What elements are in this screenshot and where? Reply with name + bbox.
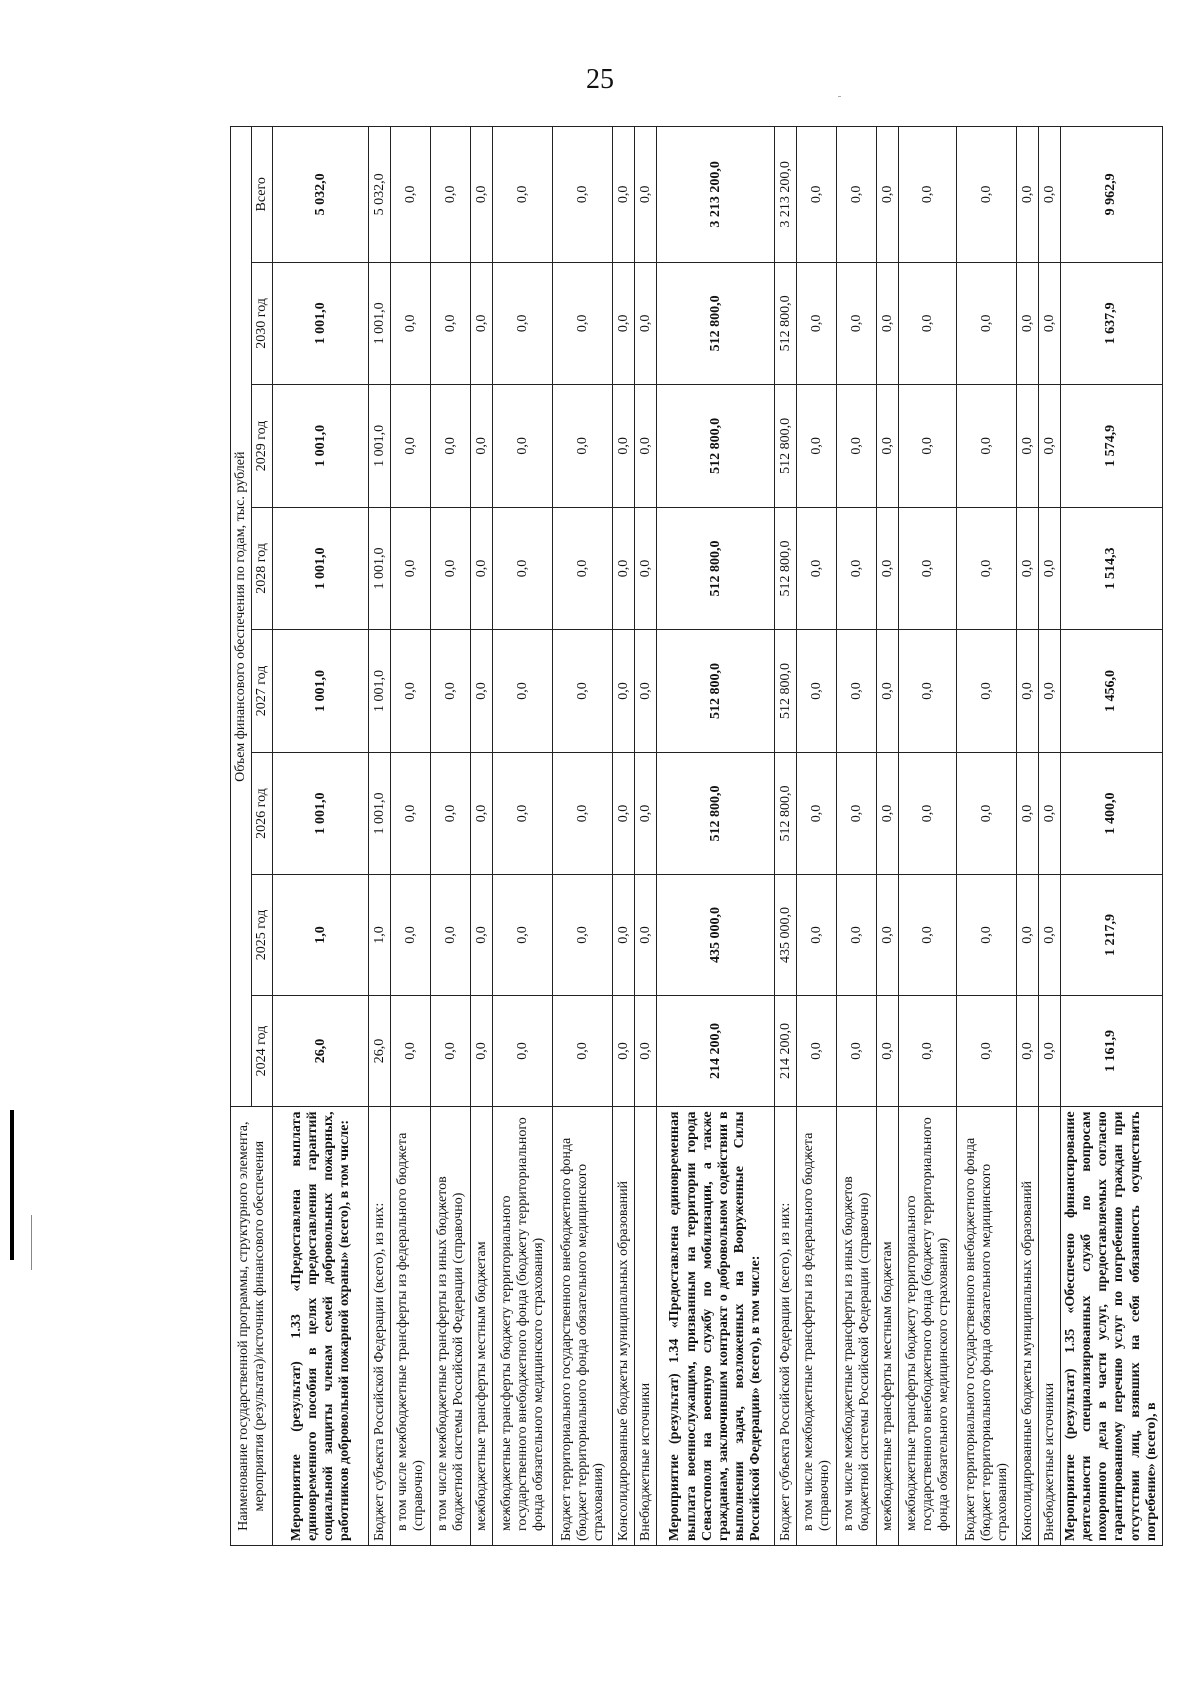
row-year-value: 1 001,0: [273, 630, 369, 753]
row-label: межбюджетные трансферты местным бюджетам: [471, 1107, 493, 1546]
table-row: [369, 127, 391, 1546]
financing-table-rotated: [230, 126, 1159, 1546]
row-year-value: 0,0: [797, 875, 837, 995]
table-row: [613, 127, 635, 1546]
row-label: Бюджет субъекта Российской Федерации (всего), из них:: [775, 1107, 797, 1546]
row-year-value: 0,0: [899, 875, 957, 995]
column-header-year: 2026 год: [252, 752, 273, 875]
scan-margin-mark: [10, 1110, 14, 1260]
scan-margin-tick: [31, 1215, 32, 1270]
row-year-value: 0,0: [635, 875, 657, 995]
row-year-value: 512 800,0: [657, 262, 775, 385]
row-label: в том числе межбюджетные трансферты из федерального бюджета (справочно): [391, 1107, 431, 1546]
row-year-value: 0,0: [613, 630, 635, 753]
row-total-value: 0,0: [553, 127, 613, 263]
row-year-value: 0,0: [471, 507, 493, 630]
row-year-value: 0,0: [899, 262, 957, 385]
row-year-value: 0,0: [797, 262, 837, 385]
row-total-value: 5 032,0: [273, 127, 369, 263]
row-year-value: 0,0: [391, 385, 431, 508]
row-total-value: 0,0: [1017, 127, 1039, 263]
row-year-value: 0,0: [899, 752, 957, 875]
row-year-value: 1 001,0: [273, 385, 369, 508]
row-total-value: 5 032,0: [369, 127, 391, 263]
row-year-value: 512 800,0: [657, 752, 775, 875]
row-year-value: 214 200,0: [775, 995, 797, 1107]
row-label: Мероприятие (результат) 1.35 «Обеспечено финансирование деятельности специализированных служб по вопросам похоронного дела в части услуг, предоставляемых согласно гарантированному перечню услуг по погребению граждан при отсутствии лиц, взявших на себя обязанность осуществить погребение» (всего), в: [1061, 1107, 1163, 1546]
column-header-year: 2027 год: [252, 630, 273, 753]
row-year-value: 0,0: [613, 262, 635, 385]
financing-table: [230, 126, 1163, 1546]
row-year-value: 0,0: [837, 262, 877, 385]
row-year-value: 0,0: [493, 630, 553, 753]
row-year-value: 1 001,0: [273, 262, 369, 385]
row-year-value: 0,0: [877, 875, 899, 995]
row-year-value: 1 456,0: [1061, 630, 1163, 753]
row-year-value: 0,0: [431, 385, 471, 508]
row-total-value: 0,0: [1039, 127, 1061, 263]
row-year-value: 0,0: [1039, 385, 1061, 508]
row-year-value: 0,0: [899, 507, 957, 630]
scan-dust-mark: [838, 96, 841, 97]
row-year-value: 1,0: [369, 875, 391, 995]
row-total-value: 0,0: [493, 127, 553, 263]
table-row: [391, 127, 431, 1546]
column-header-year: 2030 год: [252, 262, 273, 385]
row-year-value: 0,0: [493, 995, 553, 1107]
row-total-value: 3 213 200,0: [657, 127, 775, 263]
row-year-value: 0,0: [797, 630, 837, 753]
row-year-value: 0,0: [1017, 995, 1039, 1107]
row-year-value: 512 800,0: [775, 630, 797, 753]
row-year-value: 0,0: [877, 507, 899, 630]
row-year-value: 0,0: [797, 507, 837, 630]
table-row: [553, 127, 613, 1546]
row-label: Консолидированные бюджеты муниципальных образований: [613, 1107, 635, 1546]
table-row: [877, 127, 899, 1546]
row-year-value: 1 637,9: [1061, 262, 1163, 385]
row-label: Мероприятие (результат) 1.34 «Предоставлена единовременная выплата военнослужащим, призванным на территории города Севастополя на военную службу по мобилизации, а также гражданам, заключившим контракт о добровольном содействии в выполнении задач, возложенных на Вооруженные Силы Российской Федерации» (всего), в том числе:: [657, 1107, 775, 1546]
row-year-value: 0,0: [471, 630, 493, 753]
table-row: [493, 127, 553, 1546]
row-year-value: 0,0: [493, 262, 553, 385]
row-year-value: 0,0: [431, 262, 471, 385]
row-year-value: 0,0: [957, 507, 1017, 630]
row-year-value: 0,0: [471, 752, 493, 875]
row-year-value: 0,0: [471, 385, 493, 508]
table-body: [273, 127, 1163, 1546]
row-year-value: 0,0: [877, 262, 899, 385]
table-row: [657, 127, 775, 1546]
row-year-value: 1 514,3: [1061, 507, 1163, 630]
column-header-year: 2028 год: [252, 507, 273, 630]
row-label: межбюджетные трансферты бюджету территориального государственного внебюджетного фонда (бюджету территориального фонда обязательного медицинского страхования): [899, 1107, 957, 1546]
row-year-value: 0,0: [1039, 752, 1061, 875]
row-year-value: 26,0: [369, 995, 391, 1107]
row-total-value: 0,0: [957, 127, 1017, 263]
table-row: [431, 127, 471, 1546]
row-label: Внебюджетные источники: [635, 1107, 657, 1546]
table-row: [797, 127, 837, 1546]
row-year-value: 0,0: [899, 385, 957, 508]
row-year-value: 0,0: [391, 875, 431, 995]
row-year-value: 0,0: [431, 507, 471, 630]
row-year-value: 0,0: [553, 385, 613, 508]
row-total-value: 9 962,9: [1061, 127, 1163, 263]
table-row: [775, 127, 797, 1546]
row-total-value: 0,0: [613, 127, 635, 263]
row-year-value: 0,0: [1017, 507, 1039, 630]
row-year-value: 0,0: [613, 507, 635, 630]
row-year-value: 0,0: [1039, 995, 1061, 1107]
column-header-year: Всего: [252, 127, 273, 263]
row-year-value: 1 001,0: [273, 507, 369, 630]
row-year-value: 0,0: [635, 995, 657, 1107]
row-year-value: 0,0: [553, 262, 613, 385]
row-year-value: 214 200,0: [657, 995, 775, 1107]
row-year-value: 0,0: [391, 507, 431, 630]
row-year-value: 0,0: [877, 752, 899, 875]
row-year-value: 1 001,0: [369, 385, 391, 508]
row-year-value: 0,0: [553, 752, 613, 875]
row-year-value: 0,0: [635, 385, 657, 508]
column-header-year: 2024 год: [252, 995, 273, 1107]
row-year-value: 512 800,0: [657, 385, 775, 508]
row-year-value: 1 161,9: [1061, 995, 1163, 1107]
row-year-value: 0,0: [391, 262, 431, 385]
row-label: в том числе межбюджетные трансферты из иных бюджетов бюджетной системы Российской Федерации (справочно): [431, 1107, 471, 1546]
row-year-value: 0,0: [1017, 875, 1039, 995]
row-year-value: 0,0: [553, 995, 613, 1107]
row-label: Внебюджетные источники: [1039, 1107, 1061, 1546]
row-year-value: 0,0: [613, 995, 635, 1107]
row-year-value: 0,0: [431, 630, 471, 753]
row-year-value: 0,0: [1039, 507, 1061, 630]
table-row: [471, 127, 493, 1546]
row-year-value: 0,0: [957, 385, 1017, 508]
row-year-value: 0,0: [877, 995, 899, 1107]
row-year-value: 0,0: [613, 752, 635, 875]
row-year-value: 0,0: [471, 262, 493, 385]
table-row: [273, 127, 369, 1546]
row-year-value: 512 800,0: [775, 262, 797, 385]
row-label: межбюджетные трансферты бюджету территориального государственного внебюджетного фонда (бюджету территориального фонда обязательного медицинского страхования): [493, 1107, 553, 1546]
column-header-year: 2025 год: [252, 875, 273, 995]
row-label: межбюджетные трансферты местным бюджетам: [877, 1107, 899, 1546]
row-year-value: 0,0: [493, 507, 553, 630]
row-year-value: 0,0: [553, 507, 613, 630]
row-year-value: 0,0: [957, 262, 1017, 385]
row-year-value: 0,0: [797, 752, 837, 875]
row-year-value: 0,0: [1017, 752, 1039, 875]
row-year-value: 0,0: [471, 875, 493, 995]
row-year-value: 0,0: [493, 385, 553, 508]
row-year-value: 1 217,9: [1061, 875, 1163, 995]
row-year-value: 0,0: [431, 875, 471, 995]
row-year-value: 0,0: [837, 752, 877, 875]
row-year-value: 26,0: [273, 995, 369, 1107]
column-group-header: Объем финансового обеспечения по годам, тыс. рублей: [231, 127, 252, 1107]
row-year-value: 0,0: [391, 995, 431, 1107]
row-year-value: 0,0: [877, 385, 899, 508]
row-total-value: 0,0: [635, 127, 657, 263]
row-year-value: 0,0: [1039, 262, 1061, 385]
row-year-value: 0,0: [613, 875, 635, 995]
row-year-value: 0,0: [957, 875, 1017, 995]
row-total-value: 0,0: [391, 127, 431, 263]
table-row: [1039, 127, 1061, 1546]
row-label: в том числе межбюджетные трансферты из иных бюджетов бюджетной системы Российской Федерации (справочно): [837, 1107, 877, 1546]
row-year-value: 0,0: [837, 875, 877, 995]
row-year-value: 0,0: [877, 630, 899, 753]
table-row: [1017, 127, 1039, 1546]
column-header-year: 2029 год: [252, 385, 273, 508]
row-year-value: 0,0: [899, 995, 957, 1107]
row-year-value: 0,0: [493, 752, 553, 875]
row-year-value: 512 800,0: [657, 630, 775, 753]
row-year-value: 0,0: [837, 630, 877, 753]
row-year-value: 512 800,0: [775, 385, 797, 508]
row-total-value: 0,0: [797, 127, 837, 263]
row-total-value: 0,0: [877, 127, 899, 263]
page-number: 25: [586, 64, 614, 95]
row-label: Мероприятие (результат) 1.33 «Предоставлена выплата единовременного пособия в целях предоставления гарантий социальной защиты членам семей добровольных пожарных, работников добровольной пожарной охраны» (всего), в том числе:: [273, 1107, 369, 1546]
row-year-value: 0,0: [797, 995, 837, 1107]
row-label: в том числе межбюджетные трансферты из федерального бюджета (справочно): [797, 1107, 837, 1546]
row-year-value: 0,0: [837, 385, 877, 508]
row-year-value: 0,0: [1017, 385, 1039, 508]
table-row: [957, 127, 1017, 1546]
row-year-value: 0,0: [635, 752, 657, 875]
row-year-value: 1,0: [273, 875, 369, 995]
row-year-value: 0,0: [391, 752, 431, 875]
row-total-value: 0,0: [471, 127, 493, 263]
row-year-value: 0,0: [635, 507, 657, 630]
table-header: [231, 127, 273, 1546]
row-year-value: 0,0: [957, 752, 1017, 875]
row-year-value: 1 400,0: [1061, 752, 1163, 875]
row-year-value: 0,0: [471, 995, 493, 1107]
row-year-value: 435 000,0: [657, 875, 775, 995]
row-year-value: 0,0: [553, 875, 613, 995]
row-year-value: 0,0: [613, 385, 635, 508]
row-total-value: 3 213 200,0: [775, 127, 797, 263]
row-label: Бюджет территориального государственного внебюджетного фонда (бюджет территориального фонда обязательного медицинского страхования): [553, 1107, 613, 1546]
row-year-value: 0,0: [1017, 262, 1039, 385]
row-year-value: 0,0: [391, 630, 431, 753]
table-row: [635, 127, 657, 1546]
row-year-value: 435 000,0: [775, 875, 797, 995]
row-year-value: 0,0: [957, 630, 1017, 753]
row-year-value: 1 001,0: [369, 752, 391, 875]
row-year-value: 512 800,0: [657, 507, 775, 630]
row-year-value: 1 001,0: [273, 752, 369, 875]
row-year-value: 1 574,9: [1061, 385, 1163, 508]
row-year-value: 0,0: [635, 630, 657, 753]
column-header-name: Наименование государственной программы, структурного элемента, мероприятия (результата)/источник финансового обеспечения: [231, 1107, 273, 1546]
row-label: Бюджет субъекта Российской Федерации (всего), из них:: [369, 1107, 391, 1546]
row-total-value: 0,0: [837, 127, 877, 263]
row-year-value: 0,0: [493, 875, 553, 995]
row-year-value: 0,0: [1039, 630, 1061, 753]
row-year-value: 1 001,0: [369, 630, 391, 753]
row-year-value: 0,0: [1039, 875, 1061, 995]
row-year-value: 0,0: [837, 507, 877, 630]
row-label: Бюджет территориального государственного внебюджетного фонда (бюджет территориального фонда обязательного медицинского страхования): [957, 1107, 1017, 1546]
row-year-value: 0,0: [957, 995, 1017, 1107]
row-year-value: 0,0: [431, 995, 471, 1107]
row-year-value: 512 800,0: [775, 752, 797, 875]
row-year-value: 1 001,0: [369, 507, 391, 630]
table-row: [1061, 127, 1163, 1546]
row-year-value: 0,0: [1017, 630, 1039, 753]
row-year-value: 0,0: [899, 630, 957, 753]
table-row: [837, 127, 877, 1546]
row-year-value: 0,0: [797, 385, 837, 508]
row-label: Консолидированные бюджеты муниципальных образований: [1017, 1107, 1039, 1546]
row-year-value: 0,0: [431, 752, 471, 875]
table-row: [899, 127, 957, 1546]
row-total-value: 0,0: [899, 127, 957, 263]
row-year-value: 1 001,0: [369, 262, 391, 385]
row-year-value: 0,0: [553, 630, 613, 753]
row-year-value: 0,0: [837, 995, 877, 1107]
row-year-value: 0,0: [635, 262, 657, 385]
row-total-value: 0,0: [431, 127, 471, 263]
row-year-value: 512 800,0: [775, 507, 797, 630]
